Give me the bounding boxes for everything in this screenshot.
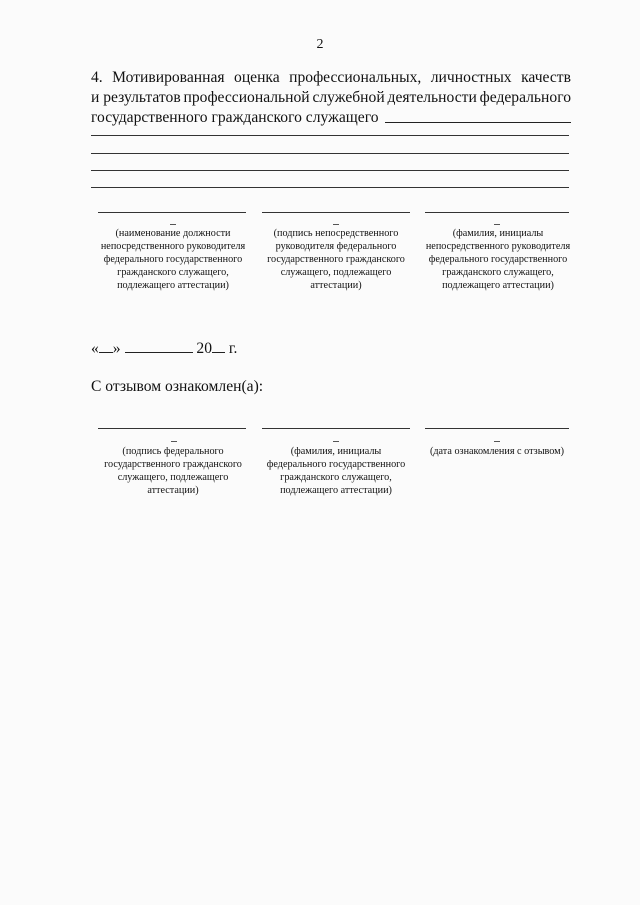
employee-signature-line[interactable] [98,428,246,429]
acquainted-label: С отзывом ознакомлен(а): [91,378,264,395]
employee-signature-caption: (подпись федерального государственного гражданского служащего, подлежащего аттестации) [104,446,242,496]
supervisor-signature-line[interactable] [262,212,410,213]
employee-name-caption: (фамилия, инициалы федерального государственного гражданского служащего, подлежащего аттестации) [266,446,406,496]
date-line: « » 20 г. [91,340,238,357]
evaluation-line-1[interactable] [91,135,569,136]
supervisor-name-line[interactable] [425,212,569,213]
supervisor-name-caption: (фамилия, инициалы непосредственного руководителя федерального государственного гражданского служащего, подлежащего аттестации) [425,228,571,291]
year-field[interactable] [212,340,225,353]
acquaintance-date-caption: (дата ознакомления с отзывом) [429,446,565,457]
heading-line-1: 4. Мотивированная оценка профессиональных, личностных качеств [91,69,571,86]
position-signature-line[interactable] [98,212,246,213]
month-field[interactable] [125,340,193,353]
acquaintance-date-line[interactable] [425,428,569,429]
evaluation-field-start[interactable] [385,108,571,123]
position-caption: (наименование должности непосредственного руководителя федерального государственного гражданского служащего, подлежащего аттестации) [100,228,246,291]
page-number: 2 [316,37,324,52]
evaluation-line-2[interactable] [91,153,569,154]
employee-name-line[interactable] [262,428,410,429]
heading-line-3: государственного гражданского служащего [91,108,571,128]
section-4-heading [91,68,571,128]
supervisor-signature-caption: (подпись непосредственного руководителя федерального государственного гражданского служащего, подлежащего аттестации) [267,228,405,291]
day-field[interactable] [99,340,113,353]
evaluation-line-3[interactable] [91,170,569,171]
evaluation-line-4[interactable] [91,187,569,188]
heading-line-2: и результатов профессиональной служебной деятельности федерального [91,89,571,106]
